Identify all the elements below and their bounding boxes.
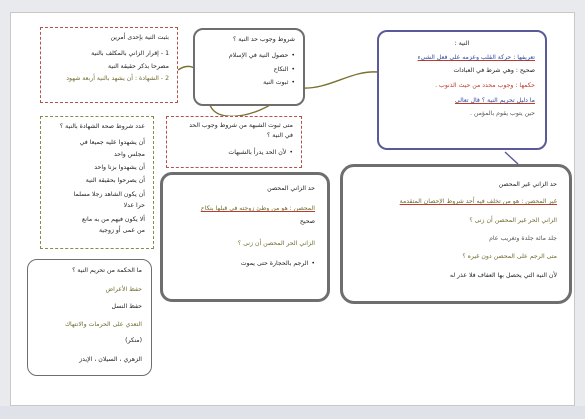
definition-line-1: تعريفها : حركة القلب وعزمه على فعل الشيء <box>417 54 535 62</box>
witnesses-box <box>40 116 154 249</box>
status-strip <box>0 406 585 419</box>
married-line-3: الزاني الحر المحصن أن زنى ؟ <box>237 240 315 248</box>
conditions-item-3: • ثبوت النية <box>203 79 295 87</box>
married-box <box>160 172 330 302</box>
wisdom-box <box>27 259 152 376</box>
married-title: حد الزاني المحصن <box>267 185 315 192</box>
wisdom-title: ما الحكمة من تحريم النية ؟ <box>72 267 142 274</box>
wisdom-line-3: التعدي على الحرمات والانتهاك <box>64 321 142 329</box>
unmarried-line-4: متى الرجم على المحصن دون غيره ؟ <box>462 253 557 261</box>
wisdom-line-5: الزهري ، السيلان ، الإيدز <box>79 355 142 363</box>
unmarried-line-2: الزاني الحر غير المحصن أن زنى ؟ <box>469 216 557 224</box>
connector-unmarried-to-definition <box>505 152 518 164</box>
unmarried-line-5: لأن النية التي يحصل بها العفاف فلا عذر له <box>449 271 557 279</box>
conditions-item-1: • حصول النية في الإسلام <box>203 52 295 60</box>
witnesses-item-1: أن يشهدوا عليه جميعا في <box>79 139 145 147</box>
definition-line-5: حين يتوب يقوم بالمؤمن . <box>469 109 535 117</box>
wisdom-line-4: (منكر) <box>125 337 142 345</box>
married-line-1: المحصن : هو من وطئ زوجته في قبلها بنكاح <box>200 205 315 213</box>
doubt-line-2: في النية ؟ <box>267 132 293 140</box>
witnesses-title: عدد شروط صحة الشهادة بالنية ؟ <box>59 123 145 130</box>
proof-box <box>40 27 178 103</box>
definition-title: النية : <box>454 40 470 47</box>
proof-line-2: مصرحا بذكر حقيقة النية <box>108 62 169 70</box>
unmarried-line-1: غير المحصن : هو من تخلف فيه أحد شروط الإحصان المتقدمة <box>399 198 557 206</box>
unmarried-box <box>340 164 572 304</box>
doubt-line-3: • لأن الحد يدرأ بالشبهات <box>175 149 293 157</box>
definition-box <box>377 30 547 150</box>
married-line-4: • الرجم بالحجارة حتى يموت <box>175 260 315 268</box>
witnesses-item-5: أن يكون الشاهد رجلا مسلما <box>73 190 145 198</box>
definition-line-3: حكمها : وجوب محدد من حيث الذنوب . <box>435 82 535 90</box>
unmarried-line-3: جلد مائة جلدة وتغريب عام <box>489 235 557 243</box>
proof-line-3: 2 - الشهادة : أن يشهد بالنية أربعة شهود <box>66 75 169 83</box>
doubt-line-1: متى ثبوت الشبهة من شروط وجوب الحد <box>189 122 293 129</box>
proof-title: بثبت النية بإحدى أمرين <box>110 34 169 41</box>
witnesses-item-7: ألا يكون فيهم من به مانع <box>81 215 145 223</box>
married-line-2: صحيح <box>299 217 315 225</box>
conditions-item-2: • النكاح <box>203 66 295 74</box>
witnesses-item-4: أن يصرحوا بحقيقة النية <box>85 177 145 185</box>
proof-line-1: 1 - إقرار الزاني بالمكلف بالنية <box>91 50 169 58</box>
doubt-box <box>166 116 302 168</box>
connector-conditions-to-definition <box>300 72 378 88</box>
definition-line-4: ما دليل تحريم النية ؟ قال تعالى <box>454 97 535 105</box>
witnesses-item-2: مجلس واحد <box>114 150 145 158</box>
witnesses-item-6: حرا عدلا <box>123 202 145 210</box>
witnesses-item-8: من عمى أو زوجية <box>98 226 145 234</box>
conditions-box <box>193 28 305 106</box>
definition-line-2: صحيح : وهي شرط في العبادات <box>453 66 535 74</box>
wisdom-line-1: حفظ الأعراض <box>105 286 142 294</box>
witnesses-item-3: أن يشهدوا بزنا واحد <box>94 164 145 172</box>
wisdom-line-2: حفظ النسل <box>111 302 142 310</box>
unmarried-title: حد الزاني غير المحصن <box>498 181 557 188</box>
conditions-title: شروط وجوب حد النية ؟ <box>232 36 295 43</box>
